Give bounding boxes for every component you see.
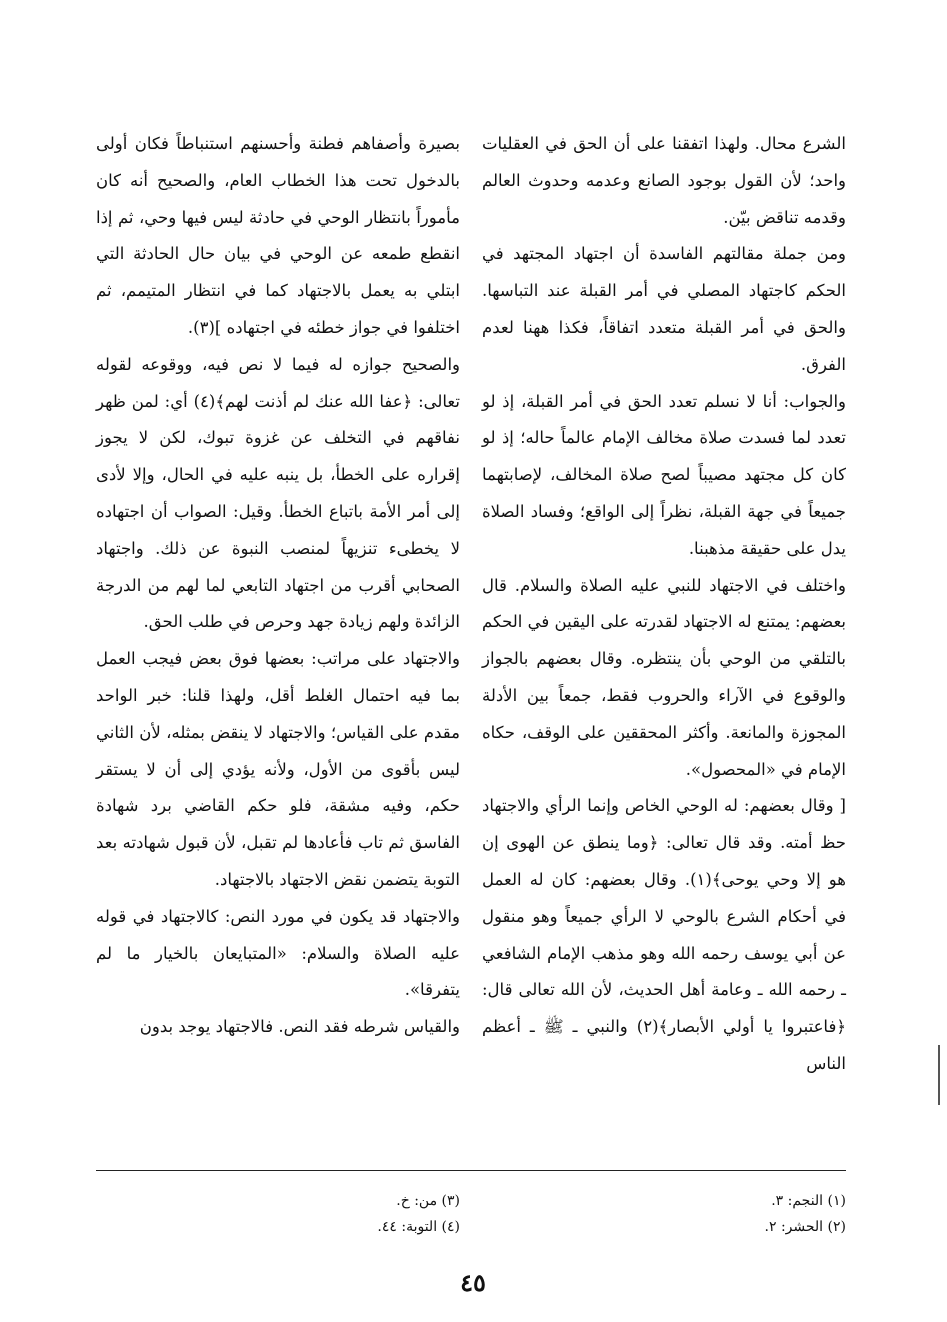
paragraph: الشرع محال. ولهذا اتفقنا على أن الحق في العقليات واحد؛ لأن القول بوجود الصانع وعدمه وحدوث العالم وقدمه تناقض بيّن. (482, 134, 846, 227)
paragraph: والاجتهاد على مراتب: بعضها فوق بعض فيجب العمل بما فيه احتمال الغلط أقل، ولهذا قلنا: خبر الواحد مقدم على القياس؛ والاجتهاد لا ينقض بمثله، لأن الثاني ليس بأقوى من الأول، ولأنه يؤدي إلى أن لا يستقر حكم، وفيه مشقة، فلو حكم القاضي برد شهادة الفاسق ثم تاب فأعادها لم تقبل، لأن قبول شهادته بعد التوبة يتضمن نقض الاجتهاد بالاجتهاد. (96, 649, 460, 889)
paragraph: والصحيح جوازه له فيما لا نص فيه، ووقوعه لقوله تعالى: ﴿عفا الله عنك لم أذنت لهم﴾(٤) أي: لمن ظهر نفاقهم في التخلف عن غزوة تبوك، لكن لا يجوز إقراره على الخطأ، بل ينبه عليه في الحال، وإلا لأدى إلى أمر الأمة باتباع الخطأ. وقيل: الصواب أن اجتهاده لا يخطىء تنزيهاً لمنصب النبوة عن ذلك. واجتهاد الصحابي أقرب من اجتهاد التابعي لما لهم من الدرجة الزائدة ولهم زيادة جهد وحرص في طلب الحق. (96, 354, 460, 632)
footnote-divider (96, 1170, 846, 1171)
page-number: ٤٥ (460, 1268, 486, 1297)
paragraph: ومن جملة مقالتهم الفاسدة أن اجتهاد المجتهد في الحكم كاجتهاد المصلي في أمر القبلة عند التباسها. والحق في أمر القبلة متعدد اتفاقاً، فكذا ههنا لعدم الفرق. (482, 244, 846, 374)
scan-margin-mark (938, 1045, 940, 1105)
footnotes-left (160, 1188, 460, 1240)
footnotes-right (546, 1188, 846, 1240)
paragraph: بصيرة وأصفاهم فطنة وأحسنهم استنباطاً فكان أولى بالدخول تحت هذا الخطاب العام، والصحيح أنه كان مأموراً بانتظار الوحي في حادثة ليس فيها وحي، ثم إذا انقطع طمعه عن الوحي في بيان حال الحادثة التي ابتلي به يعمل بالاجتهاد كما في انتظار المتيمم، ثم اختلفوا في جواز خطئه في اجتهاده ](٣). (96, 134, 460, 337)
footnote: (٢) الحشر: ٢. (764, 1219, 846, 1235)
footnote: (٣) من: خ. (396, 1193, 460, 1209)
paragraph: والاجتهاد قد يكون في مورد النص: كالاجتهاد في قوله عليه الصلاة والسلام: «المتبايعان بالخيار ما لم يتفرقا». (96, 906, 460, 1000)
footnote: (١) النجم: ٣. (771, 1193, 846, 1209)
right-text-column (482, 126, 846, 1083)
paragraph: واختلف في الاجتهاد للنبي عليه الصلاة والسلام. قال بعضهم: يمتنع له الاجتهاد لقدرته على اليقين في الحكم بالتلقي من الوحي بأن ينتظره. وقال بعضهم بالجواز والوقوع في الآراء والحروب فقط، جمعاً بين الأدلة المجوزة والمانعة. وأكثر المحققين على الوقف، حكاه الإمام في «المحصول». (482, 575, 846, 779)
paragraph: [ وقال بعضهم: له الوحي الخاص وإنما الرأي والاجتهاد حظ أمته. وقد قال تعالى: ﴿وما ينطق عن الهوى إن هو إلا وحي يوحى﴾(١). وقال بعضهم: كان له العمل في أحكام الشرع بالوحي لا الرأي جميعاً وهو منقول عن أبي يوسف رحمه الله وهو مذهب الإمام الشافعي ـ رحمه الله ـ وعامة أهل الحديث، لأن الله تعالى قال: ﴿فاعتبروا يا أولي الأبصار﴾(٢) والنبي ـ ﷺ ـ أعظم الناس (482, 796, 846, 1073)
footnote: (٤) التوبة: ٤٤. (377, 1219, 460, 1235)
paragraph: والقياس شرطه فقد النص. فالاجتهاد يوجد بدون (139, 1017, 460, 1037)
left-text-column (96, 126, 460, 1046)
paragraph: والجواب: أنا لا نسلم تعدد الحق في أمر القبلة، إذ لو تعدد لما فسدت صلاة مخالف الإمام عالماً حاله؛ إذ لو كان كل مجتهد مصيباً لصح صلاة المخالف، لإصابتهما جميعاً في جهة القبلة، نظراً إلى الواقع؛ وفساد الصلاة يدل على حقيقة مذهبنا. (482, 391, 846, 558)
